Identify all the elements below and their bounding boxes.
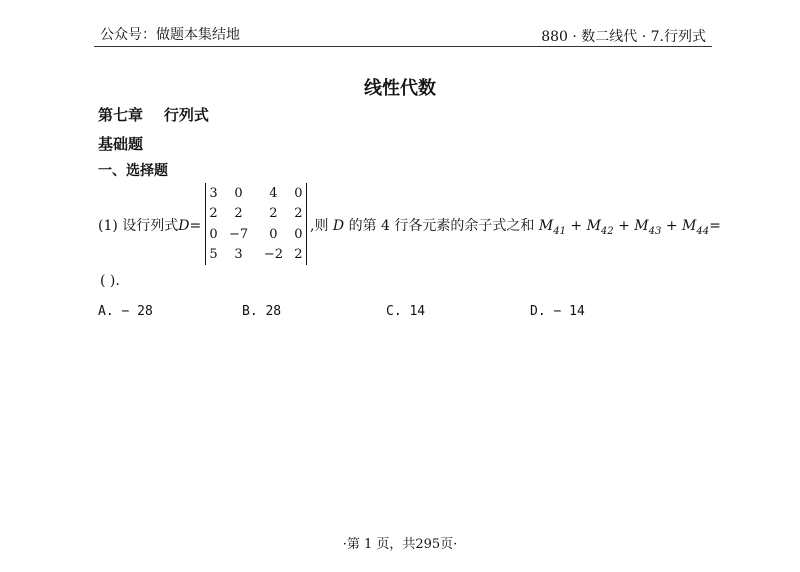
- header-left-text: 公众号：做题本集结地: [100, 27, 240, 43]
- option-d[interactable]: [530, 304, 585, 319]
- option-label: C.: [386, 304, 402, 319]
- matrix-cell: 3: [209, 185, 218, 201]
- matrix-cell: 3: [234, 247, 243, 263]
- matrix-cell: 5: [209, 247, 218, 263]
- option-value: − 28: [121, 304, 153, 319]
- minor-letter: M: [682, 218, 697, 234]
- minor-subscript: 44: [696, 225, 710, 237]
- minor-letter: M: [538, 218, 554, 234]
- option-label: D.: [530, 304, 546, 319]
- subsection-heading: 一、选择题: [98, 163, 168, 179]
- option-value: 28: [265, 304, 282, 319]
- final-equals: =: [709, 218, 721, 234]
- option-label: A.: [98, 304, 114, 319]
- chapter-heading: 第七章 行列式: [98, 106, 209, 124]
- equals-sign: =: [189, 218, 202, 234]
- page-footer: ·第 1 页，共295页·: [342, 537, 458, 552]
- minor-m41: [538, 218, 566, 237]
- question-number: (1): [98, 218, 118, 234]
- option-value: 14: [409, 304, 426, 319]
- suffix-variable: D: [332, 218, 345, 234]
- suffix-text-main: 的第 4 行各元素的余子式之和: [348, 218, 535, 234]
- minor-subscript: 41: [553, 225, 566, 237]
- matrix-row: [206, 224, 306, 245]
- section-heading: 基础题: [98, 135, 144, 153]
- matrix-cell: 2: [294, 206, 303, 222]
- matrix-cell: 2: [209, 206, 218, 222]
- minor-subscript: 42: [600, 225, 614, 237]
- plus-sign: +: [613, 218, 635, 234]
- header-divider: [94, 46, 712, 47]
- suffix-text-then: 则: [314, 218, 329, 234]
- question-prefix: [98, 215, 201, 235]
- minor-m42: [586, 218, 614, 237]
- suffix-comma: ,: [310, 218, 315, 234]
- option-value: − 14: [553, 304, 585, 319]
- option-label: B.: [242, 304, 258, 319]
- minor-m44: [682, 218, 710, 237]
- page-title: 线性代数: [364, 78, 436, 99]
- matrix-cell: 2: [269, 206, 278, 222]
- minor-letter: M: [586, 218, 601, 234]
- minor-subscript: 43: [648, 225, 662, 237]
- matrix-cell: 0: [294, 185, 303, 201]
- matrix-cell: 0: [294, 226, 303, 242]
- plus-sign: +: [565, 218, 587, 234]
- matrix-cell: 2: [294, 247, 303, 263]
- matrix-cell: 2: [234, 206, 243, 222]
- question-intro-text: 设行列式: [122, 218, 179, 234]
- matrix-cell: 0: [234, 185, 243, 201]
- minor-m43: [634, 218, 662, 237]
- matrix-cell: −2: [263, 247, 284, 263]
- determinant-matrix: [205, 183, 307, 265]
- option-a[interactable]: [98, 304, 153, 319]
- matrix-cell: 0: [269, 226, 278, 242]
- matrix-row: [206, 204, 306, 225]
- determinant-variable: D: [178, 218, 190, 234]
- matrix-cell: 4: [269, 185, 278, 201]
- matrix-row: [206, 183, 306, 204]
- header-right-text: 880 · 数二线代 · 7.行列式: [541, 29, 706, 45]
- matrix-row: [206, 245, 306, 266]
- matrix-cell: 0: [209, 226, 218, 242]
- option-c[interactable]: [386, 304, 425, 319]
- minor-letter: M: [634, 218, 649, 234]
- option-b[interactable]: [242, 304, 281, 319]
- plus-sign: +: [661, 218, 683, 234]
- determinant-table: [206, 183, 306, 265]
- question-suffix: [310, 215, 721, 237]
- answer-blank: ( ).: [100, 273, 120, 289]
- matrix-cell: −7: [228, 226, 249, 242]
